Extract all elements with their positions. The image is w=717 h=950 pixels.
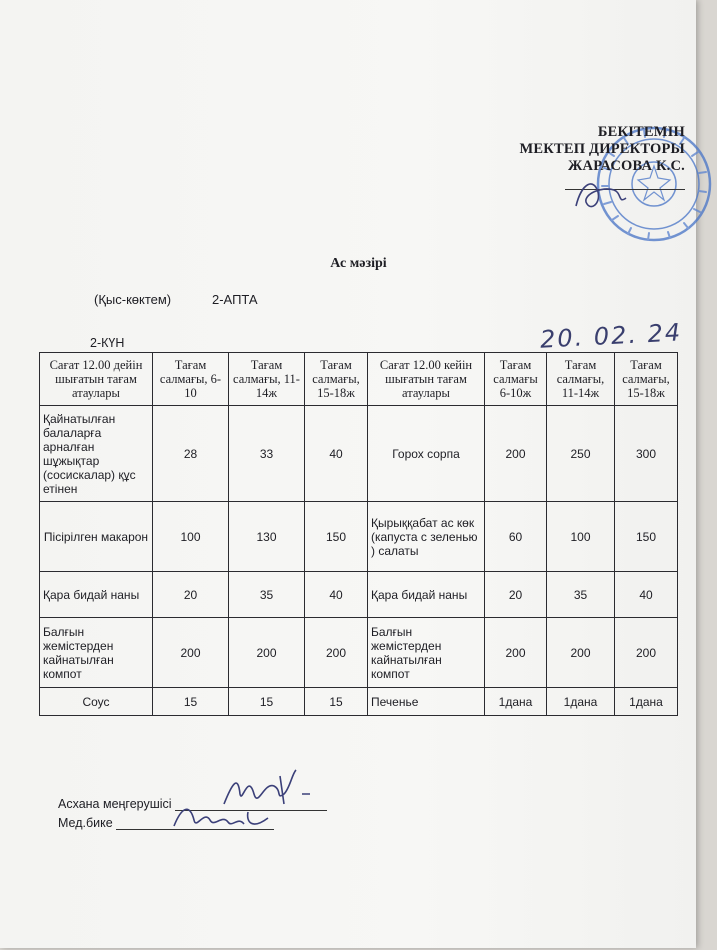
dish-after-noon: Печенье: [368, 688, 485, 716]
weight-cell: 1дана: [485, 688, 547, 716]
weight-cell: 200: [305, 618, 368, 688]
header-cell: Тағам салмағы, 6-10: [153, 353, 229, 406]
table-row: [40, 572, 678, 618]
weight-cell: 1дана: [615, 688, 678, 716]
weight-cell: 150: [305, 502, 368, 572]
menu-table: [39, 352, 678, 716]
table-row: [40, 688, 678, 716]
weight-cell: 20: [153, 572, 229, 618]
header-cell: Тағам салмағы, 15-18ж: [305, 353, 368, 406]
nurse-label: Мед.бике: [58, 816, 113, 830]
weight-cell: 200: [485, 618, 547, 688]
weight-cell: 20: [485, 572, 547, 618]
header-cell: Тағам салмағы 6-10ж: [485, 353, 547, 406]
weight-cell: 40: [305, 406, 368, 502]
header-cell: Тағам салмағы, 15-18ж: [615, 353, 678, 406]
weight-cell: 200: [153, 618, 229, 688]
header-cell: Тағам салмағы, 11-14ж: [547, 353, 615, 406]
dish-before-noon: Қара бидай наны: [40, 572, 153, 618]
weight-cell: 200: [485, 406, 547, 502]
dish-after-noon: Қара бидай наны: [368, 572, 485, 618]
weight-cell: 300: [615, 406, 678, 502]
season-label: (Қыс-көктем): [94, 292, 172, 307]
table-row: [40, 406, 678, 502]
table-row: [40, 502, 678, 572]
approval-name: ЖАРАСОВА К.С.: [568, 158, 685, 174]
weight-cell: 15: [305, 688, 368, 716]
nurse-signature: [168, 800, 278, 834]
dish-before-noon: Балғын жемістерден кайнатылған компот: [40, 618, 153, 688]
weight-cell: 15: [229, 688, 305, 716]
weight-cell: 250: [547, 406, 615, 502]
dish-before-noon: Қайнатылған балаларға арналған шұжықтар (сосискалар) құс етінен: [40, 406, 153, 502]
weight-cell: 100: [153, 502, 229, 572]
day-label: 2-КҮН: [90, 336, 125, 350]
weight-cell: 200: [547, 618, 615, 688]
weight-cell: 28: [153, 406, 229, 502]
weight-cell: 200: [615, 618, 678, 688]
weight-cell: 130: [229, 502, 305, 572]
weight-cell: 35: [547, 572, 615, 618]
weight-cell: 150: [615, 502, 678, 572]
weight-cell: 1дана: [547, 688, 615, 716]
dish-before-noon: Соус: [40, 688, 153, 716]
weight-cell: 15: [153, 688, 229, 716]
header-cell: Сағат 12.00 кейін шығатын тағам атаулары: [368, 353, 485, 406]
cook-label: Асхана меңгерушісі: [58, 797, 172, 811]
weight-cell: 200: [229, 618, 305, 688]
handwritten-date: 20. 02. 24: [539, 318, 683, 354]
approval-heading: БЕКІТЕМІН: [597, 124, 685, 140]
weight-cell: 33: [229, 406, 305, 502]
weight-cell: 60: [485, 502, 547, 572]
dish-after-noon: Балғын жемістерден кайнатылған компот: [368, 618, 485, 688]
table-row: [40, 618, 678, 688]
header-cell: Тағам салмағы, 11-14ж: [229, 353, 305, 406]
approval-position: МЕКТЕП ДИРЕКТОРЫ: [519, 141, 685, 157]
table-header-row: [40, 353, 678, 406]
weight-cell: 40: [305, 572, 368, 618]
dish-before-noon: Пісірілген макарон: [40, 502, 153, 572]
weight-cell: 100: [547, 502, 615, 572]
director-signature: [568, 172, 638, 218]
week-label: 2-АПТА: [212, 292, 258, 307]
weight-cell: 40: [615, 572, 678, 618]
weight-cell: 35: [229, 572, 305, 618]
header-cell: Сағат 12.00 дейін шығатын тағам атаулары: [40, 353, 153, 406]
page-title: Ас мәзірі: [330, 256, 387, 271]
dish-after-noon: Қырыққабат ас көк (капуста с зеленью ) салаты: [368, 502, 485, 572]
dish-after-noon: Горох сорпа: [368, 406, 485, 502]
